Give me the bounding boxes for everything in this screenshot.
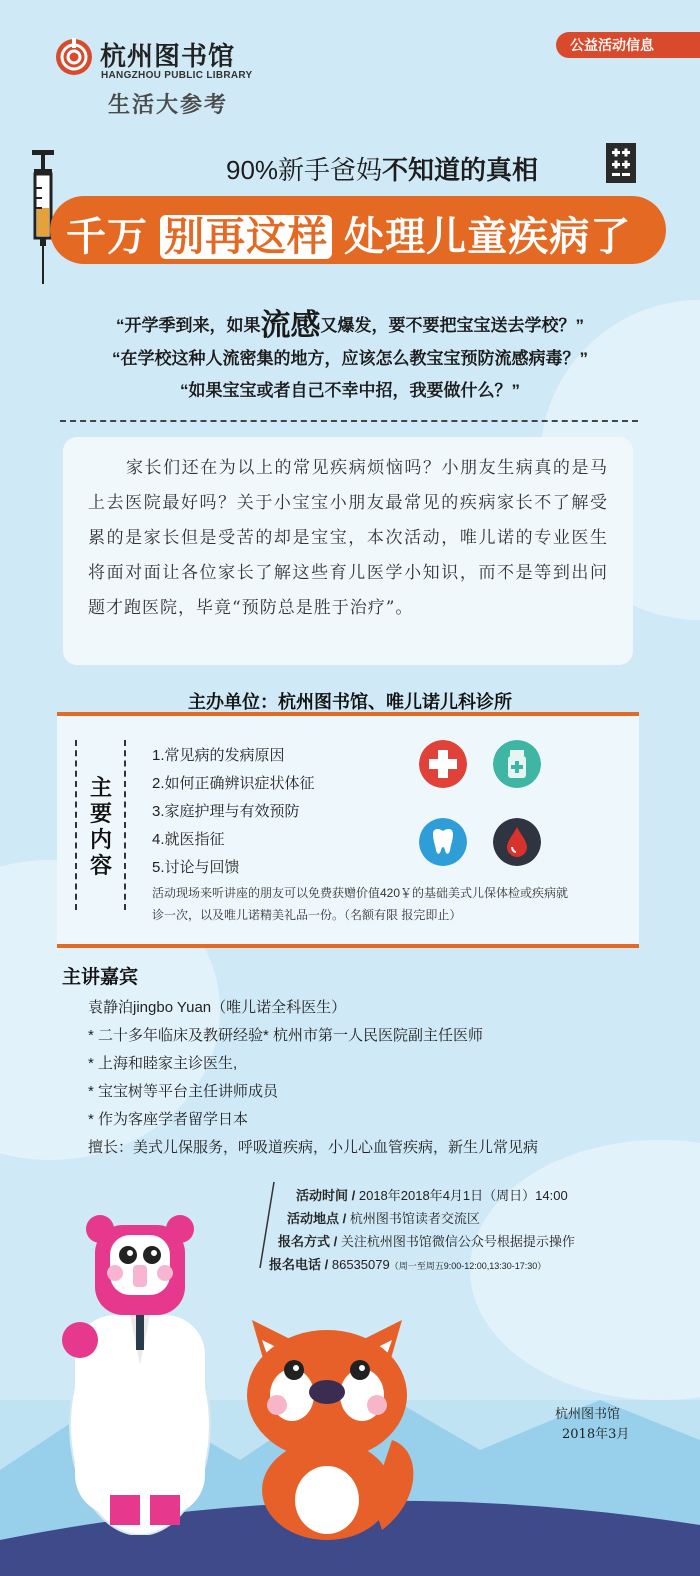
library-name-cn: 杭州图书馆: [100, 42, 236, 72]
question-1-emphasis: 流感: [260, 309, 321, 342]
dashed-divider: [75, 740, 77, 910]
library-name-en: HANGZHOU PUBLIC LIBRARY: [101, 70, 253, 81]
content-item: 5.讨论与回馈: [152, 859, 240, 876]
guest-line: * 上海和睦家主诊医生,: [88, 1055, 238, 1072]
event-phone-value: 86535079: [331, 1257, 390, 1272]
guest-line: * 作为客座学者留学日本: [88, 1111, 249, 1128]
tooth-icon: [419, 818, 467, 866]
guest-line: * 宝宝树等平台主任讲师成员: [88, 1083, 279, 1100]
question-2: “在学校这种人流密集的地方，应该怎么教宝宝预防流感病毒？”: [112, 349, 588, 368]
blood-drop-icon: [493, 818, 541, 866]
first-aid-cross-icon: [419, 740, 467, 788]
guest-title: 主讲嘉宾: [62, 967, 139, 988]
dashed-divider: [124, 740, 126, 910]
column-title: 生活大参考: [108, 92, 229, 117]
question-3: “如果宝宝或者自己不幸中招，我要做什么？”: [180, 381, 520, 400]
event-time-value: 2018年2018年4月1日（周日）14:00: [358, 1188, 568, 1203]
guest-line: * 二十多年临床及教研经验* 杭州市第一人民医院副主任医师: [88, 1027, 484, 1044]
event-time: [296, 1185, 656, 1204]
event-signup: [278, 1231, 658, 1250]
guest-line: 袁静泊jingbo Yuan（唯儿诺全科医生）: [88, 999, 347, 1016]
event-place-value: 杭州图书馆读者交流区: [349, 1211, 480, 1226]
content-title: 主要内容: [89, 775, 112, 878]
content-item: 1.常见病的发病原因: [152, 747, 285, 764]
banner-part-c: 处理儿童疾病了: [344, 215, 632, 259]
content-item: 4.就医指征: [152, 831, 225, 848]
dashed-divider: [60, 420, 638, 422]
event-phone: [269, 1254, 689, 1273]
question-1: [0, 300, 700, 344]
footer-date: 2018年3月: [562, 1427, 630, 1442]
footer-organization: 杭州图书馆: [555, 1407, 621, 1422]
question-1-post: 又爆发，要不要把宝宝送去学校？”: [320, 316, 584, 335]
guest-line: 擅长：美式儿保服务，呼吸道疾病，小儿心血管疾病，新生儿常见病: [88, 1139, 539, 1156]
library-logo-icon: [55, 36, 93, 78]
event-phone-hours: （周一至周五9:00-12:00,13:30-17:30）: [389, 1261, 547, 1271]
event-signup-label: 报名方式 /: [278, 1234, 338, 1249]
banner-part-b: 别再这样: [160, 215, 332, 259]
gift-note: 活动现场来听讲座的朋友可以免费获赠价值420￥的基础美式儿保体检或疾病就诊一次，以及唯儿诺精美礼品一份。（名额有限 报完即止）: [152, 886, 569, 922]
content-item: 3.家庭护理与有效预防: [152, 803, 300, 820]
bear-doctor-illustration: [40, 1215, 240, 1535]
event-place-label: 活动地点 /: [287, 1211, 347, 1226]
banner-part-a: 千万: [66, 215, 148, 259]
event-place: [287, 1208, 647, 1227]
headline-line1-bold: 不知道的真相: [382, 155, 539, 185]
event-time-label: 活动时间 /: [296, 1188, 356, 1203]
plus-grid-icon: [606, 143, 636, 183]
medicine-bottle-icon: [493, 740, 541, 788]
event-phone-label: 报名电话 /: [269, 1257, 329, 1272]
headline-line1: [226, 150, 538, 187]
content-item: 2.如何正确辨识症状体征: [152, 775, 315, 792]
organizer-line: 主办单位：杭州图书馆、唯儿诺儿科诊所: [188, 692, 512, 712]
intro-text: 家长们还在为以上的常见疾病烦恼吗？小朋友生病真的是马上去医院最好吗？关于小宝宝小朋友最常见的疾病家长不了解受累的是家长但是受苦的却是宝宝，本次活动，唯儿诺的专业医生将面对面让各位家长了解这些育儿医学小知识，而不是等到出问题才跑医院，毕竟“预防总是胜于治疗”。: [88, 458, 608, 618]
fox-illustration: [232, 1300, 422, 1540]
headline-line1-pre: 90%新手爸妈: [226, 155, 383, 185]
category-tag: 公益活动信息: [556, 32, 700, 58]
question-1-pre: “开学季到来，如果: [116, 316, 261, 335]
event-signup-value: 关注杭州图书馆微信公众号根据提示操作: [340, 1234, 575, 1249]
headline-banner-text: [66, 205, 631, 262]
